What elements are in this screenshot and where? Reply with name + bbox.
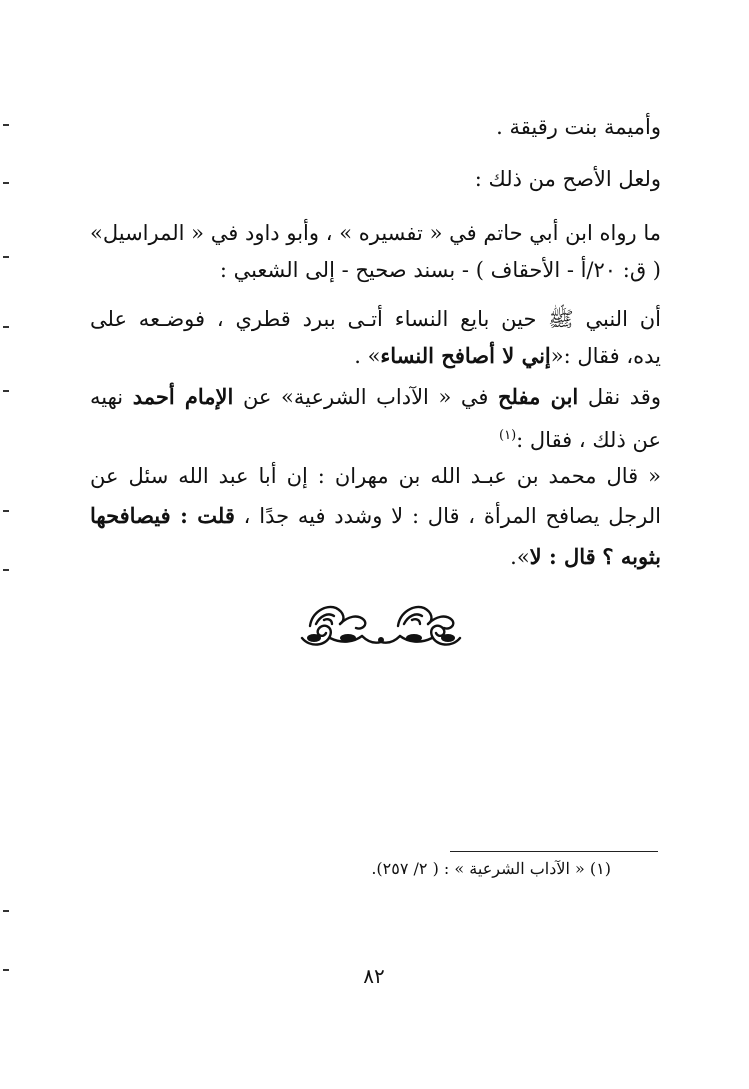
text-line bbox=[475, 163, 661, 195]
text-line bbox=[354, 340, 661, 372]
scan-edge-mark bbox=[3, 390, 9, 392]
text-span: نهيه bbox=[90, 385, 124, 409]
scan-edge-mark bbox=[3, 510, 9, 512]
text-span: ما رواه ابن أبي حاتم في « تفسيره » ، وأبو داود في « المراسيل» bbox=[90, 221, 661, 245]
text-span: ولعل الأصح من ذلك : bbox=[474, 167, 661, 191]
text-span: » . bbox=[354, 344, 381, 368]
footnote-rule bbox=[450, 851, 658, 852]
scan-edge-mark bbox=[3, 326, 9, 328]
text-line bbox=[90, 217, 661, 249]
page-number: ٨٢ bbox=[363, 964, 385, 988]
text-line bbox=[499, 420, 661, 456]
text-span: وقد نقل bbox=[587, 385, 661, 409]
text-span: وأميمة بنت رقيقة . bbox=[496, 115, 661, 139]
scan-edge-mark bbox=[3, 182, 9, 184]
text-span: أن النبي ﷺ حين بايع النساء أتـى ببرد قطري ، فوضـعه على bbox=[90, 307, 661, 331]
text-span: ( ق: ٢٠/أ - الأحقاف ) - بسند صحيح - إلى الشعبي : bbox=[219, 258, 661, 282]
text-line bbox=[496, 111, 661, 143]
text-span: الرجل يصافح المرأة ، قال : لا وشدد فيه جدًا ، bbox=[243, 504, 661, 528]
text-span: ». bbox=[510, 545, 530, 569]
scan-edge-mark bbox=[3, 910, 9, 912]
text-line bbox=[90, 500, 661, 532]
scan-edge-mark bbox=[3, 124, 9, 126]
bold-name: ابن مفلح bbox=[498, 384, 579, 409]
text-line bbox=[90, 303, 661, 335]
scan-edge-mark bbox=[3, 256, 9, 258]
text-span: في « الآداب الشرعية» عن bbox=[242, 385, 489, 409]
text-line bbox=[90, 381, 661, 413]
bold-phrase: قلت : فيصافحها bbox=[90, 503, 235, 528]
bold-name: الإمام أحمد bbox=[132, 384, 234, 409]
scan-edge-mark bbox=[3, 569, 9, 571]
footnote-marker: (١) bbox=[499, 428, 517, 443]
bold-quote: إني لا أصافح النساء bbox=[380, 343, 551, 368]
footnote bbox=[371, 856, 611, 882]
bold-phrase: قال : لا bbox=[529, 544, 596, 569]
footnote-text: (١) « الآداب الشرعية » : ( ٢/ ٢٥٧). bbox=[371, 859, 611, 878]
text-span: يده، فقال :« bbox=[550, 344, 661, 368]
text-line bbox=[510, 541, 661, 573]
scan-edge-mark bbox=[3, 969, 9, 971]
text-span: « قال محمد بن عبـد الله بن مهران : إن أبا عبد الله سئل عن bbox=[90, 464, 661, 488]
text-line bbox=[220, 254, 661, 286]
text-line bbox=[90, 460, 661, 492]
bold-phrase: بثوبه ؟ bbox=[602, 544, 661, 569]
text-span: عن ذلك ، فقال : bbox=[516, 428, 661, 452]
floral-ornament-icon bbox=[296, 598, 466, 650]
